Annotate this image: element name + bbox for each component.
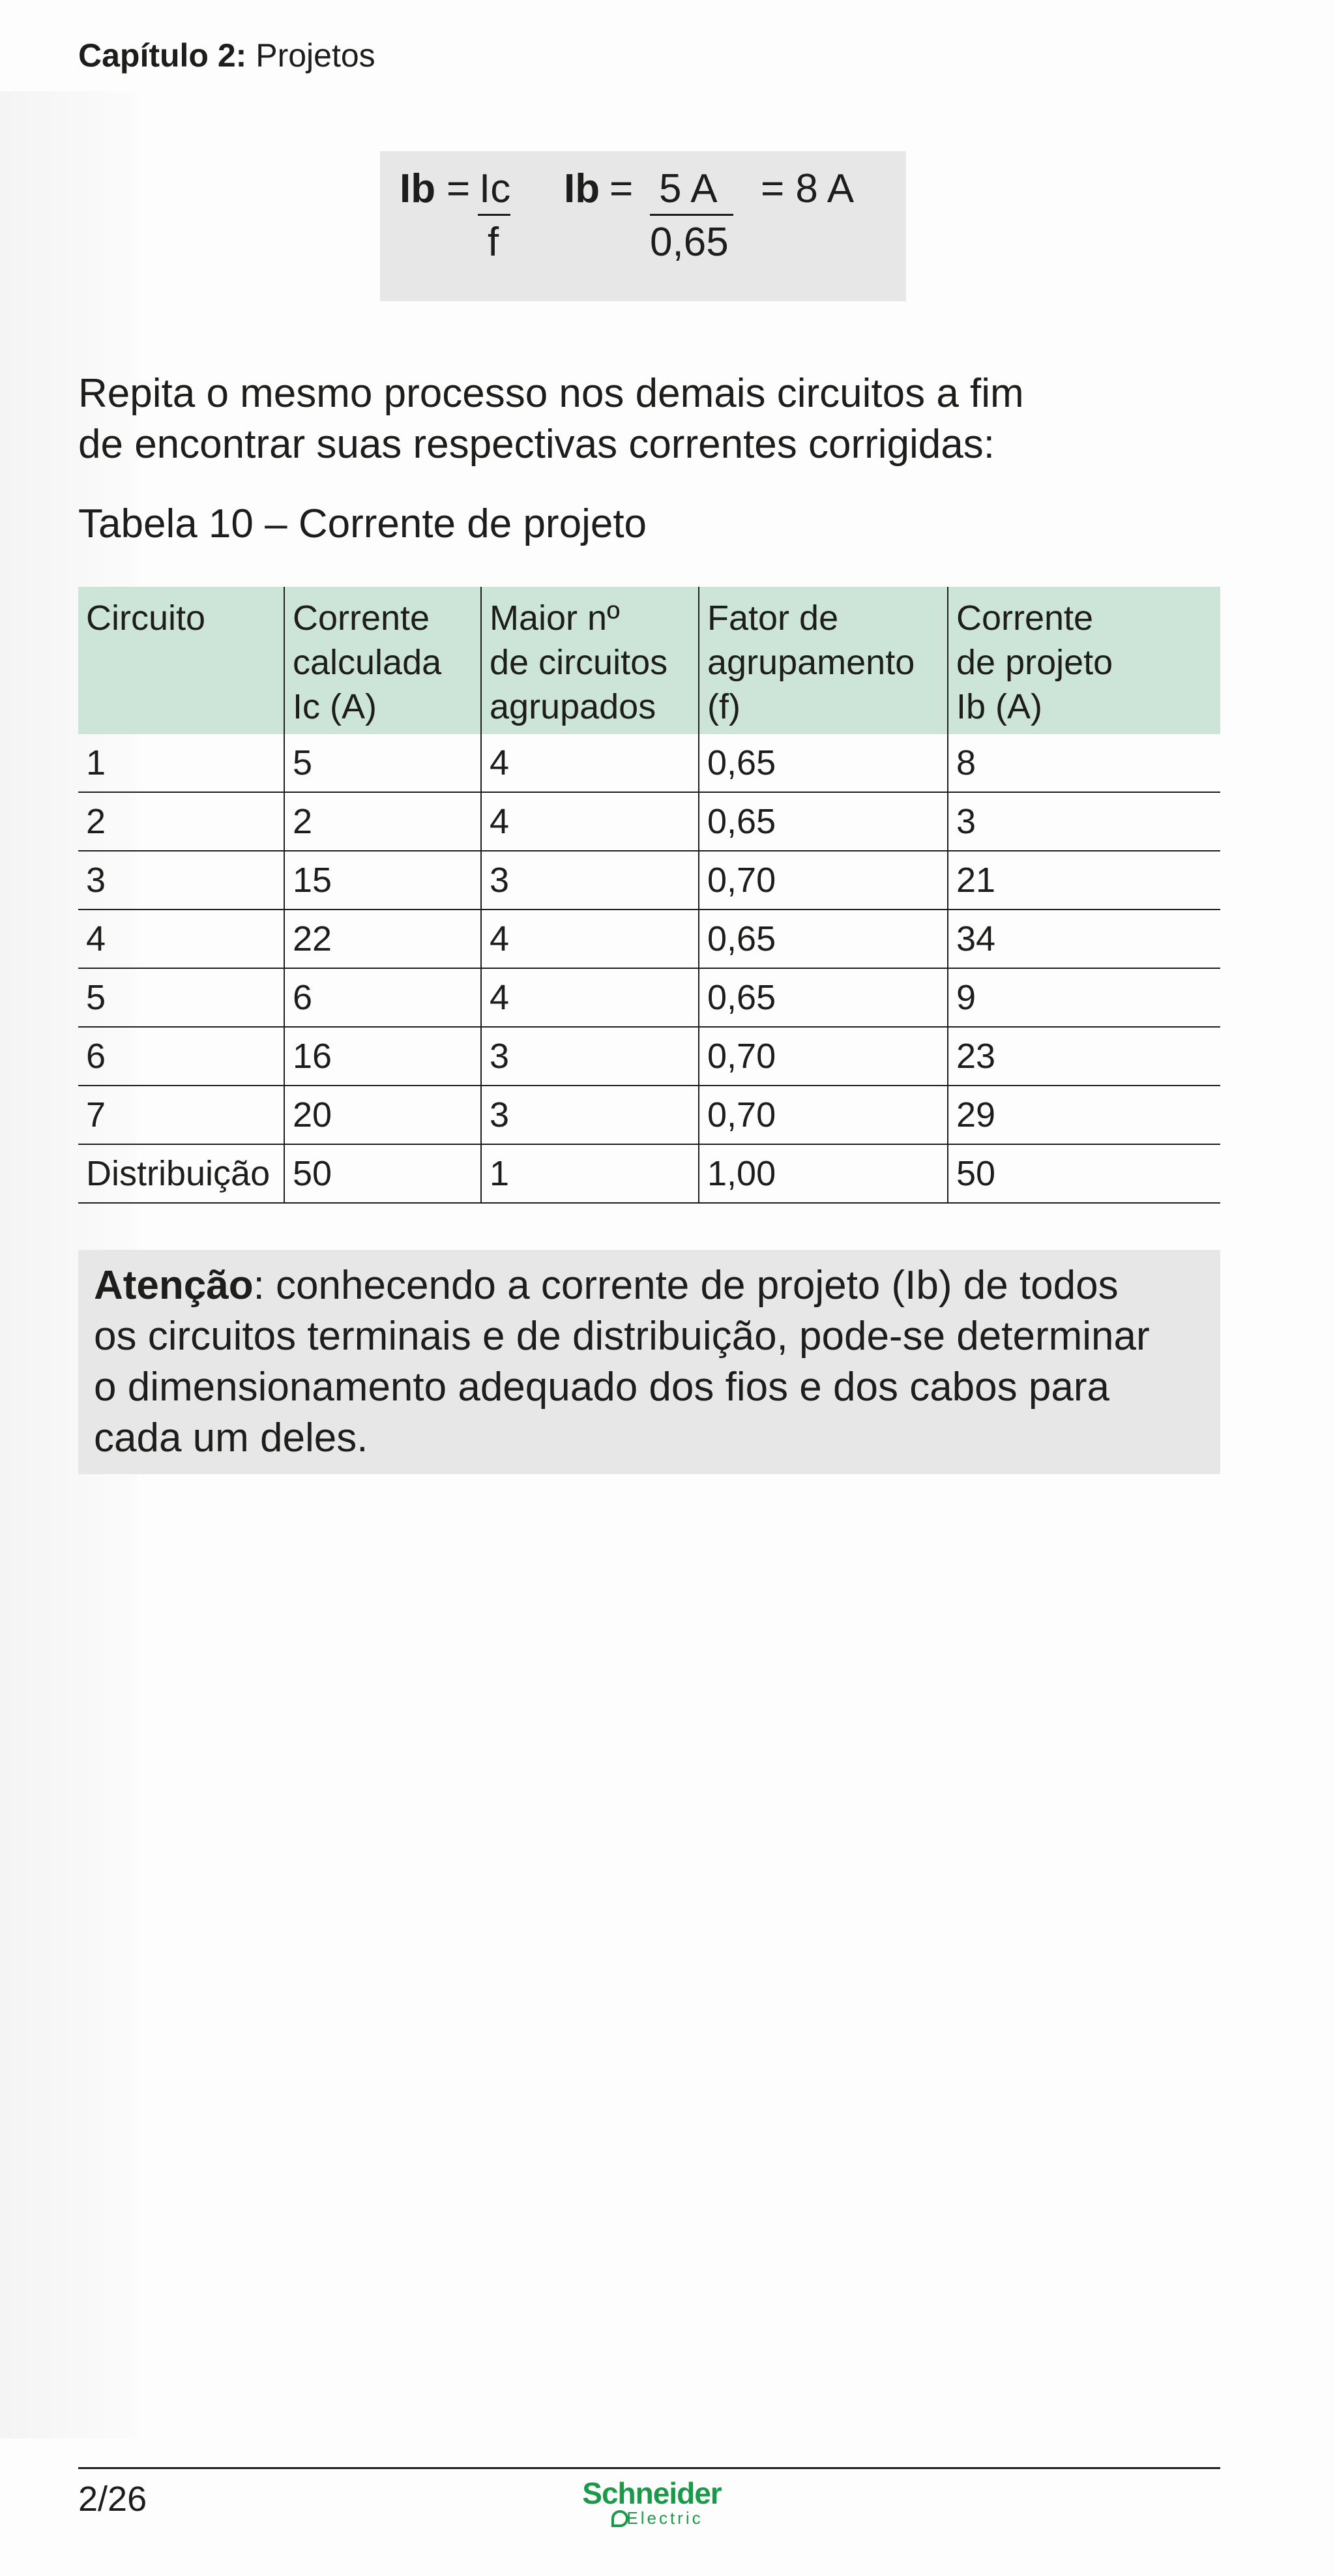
cell-circuito: 7: [78, 1086, 284, 1144]
cell-ib: 50: [948, 1144, 1220, 1203]
design-current-table: [78, 587, 1220, 1204]
cell-agrupados: 3: [481, 1027, 699, 1086]
header-circuito: Circuito: [78, 587, 284, 734]
cell-ib: 23: [948, 1027, 1220, 1086]
table-row: [78, 910, 1220, 968]
table-header-row: [78, 587, 1220, 734]
cell-ib: 29: [948, 1086, 1220, 1144]
cell-ic: 2: [284, 792, 481, 851]
formula-lhs-1: Ib: [400, 166, 436, 211]
schneider-electric-logo: [574, 2478, 730, 2527]
cell-ic: 16: [284, 1027, 481, 1086]
header-fator-agrupamento: Fator de agrupamento (f): [699, 587, 948, 734]
cell-ic: 20: [284, 1086, 481, 1144]
header-corrente-calculada: Corrente calculada Ic (A): [284, 587, 481, 734]
formula-box: [380, 151, 906, 301]
cell-agrupados: 4: [481, 792, 699, 851]
header-maior-numero-circuitos: Maior nº de circuitos agrupados: [481, 587, 699, 734]
logo-leaf-icon: [611, 2510, 628, 2527]
logo-subword: Electric: [626, 2508, 703, 2528]
cell-circuito: 6: [78, 1027, 284, 1086]
paragraph-line: de encontrar suas respectivas correntes corrigidas:: [78, 422, 995, 467]
body-paragraph: [78, 368, 1134, 470]
cell-circuito: 3: [78, 851, 284, 910]
cell-ib: 8: [948, 734, 1220, 792]
cell-ib: 21: [948, 851, 1220, 910]
note-line: os circuitos terminais e de distribuição, pode-se determinar: [94, 1314, 1150, 1359]
attention-note: [78, 1250, 1220, 1474]
formula-lhs-2: Ib: [564, 166, 600, 211]
formula-numerator-1: Ic: [479, 166, 511, 211]
fraction-bar-1: [478, 214, 510, 216]
cell-fator: 0,70: [699, 1027, 948, 1086]
formula-eq-2: =: [609, 166, 634, 211]
header-corrente-projeto: Corrente de projeto Ib (A): [948, 587, 1220, 734]
cell-ic: 50: [284, 1144, 481, 1203]
table-row: [78, 1086, 1220, 1144]
cell-fator: 1,00: [699, 1144, 948, 1203]
cell-circuito: 5: [78, 968, 284, 1027]
cell-ic: 5: [284, 734, 481, 792]
formula-denominator-2: 0,65: [650, 220, 729, 265]
cell-circuito: Distribuição: [78, 1144, 284, 1203]
formula-numerator-2: 5 A: [659, 166, 718, 211]
formula-result: = 8 A: [761, 166, 855, 211]
cell-ib: 9: [948, 968, 1220, 1027]
formula-eq-1: =: [447, 166, 471, 211]
note-line: cada um deles.: [94, 1415, 368, 1460]
cell-circuito: 1: [78, 734, 284, 792]
cell-ic: 22: [284, 910, 481, 968]
cell-fator: 0,65: [699, 910, 948, 968]
formula-denominator-1: f: [488, 220, 499, 265]
cell-fator: 0,65: [699, 734, 948, 792]
cell-agrupados: 4: [481, 910, 699, 968]
cell-fator: 0,70: [699, 851, 948, 910]
running-header: [78, 37, 375, 74]
cell-ic: 15: [284, 851, 481, 910]
fraction-bar-2: [650, 214, 733, 216]
table-row: [78, 792, 1220, 851]
cell-circuito: 4: [78, 910, 284, 968]
cell-fator: 0,65: [699, 968, 948, 1027]
table-row: [78, 968, 1220, 1027]
chapter-title: Projetos: [256, 37, 375, 74]
table-caption: Tabela 10 – Corrente de projeto: [78, 501, 647, 546]
cell-fator: 0,65: [699, 792, 948, 851]
table-row: [78, 1027, 1220, 1086]
cell-circuito: 2: [78, 792, 284, 851]
cell-fator: 0,70: [699, 1086, 948, 1144]
logo-wordmark: Schneider: [582, 2476, 722, 2510]
cell-agrupados: 4: [481, 968, 699, 1027]
note-text: [94, 1260, 1209, 1464]
cell-agrupados: 1: [481, 1144, 699, 1203]
paragraph-line: Repita o mesmo processo nos demais circuitos a fim: [78, 371, 1024, 416]
cell-agrupados: 3: [481, 1086, 699, 1144]
cell-ib: 34: [948, 910, 1220, 968]
cell-agrupados: 4: [481, 734, 699, 792]
cell-agrupados: 3: [481, 851, 699, 910]
note-line: : conhecendo a corrente de projeto (Ib) de todos: [253, 1263, 1119, 1308]
page-number: 2/26: [78, 2480, 147, 2519]
footer-rule: [78, 2467, 1220, 2469]
note-line: o dimensionamento adequado dos fios e dos cabos para: [94, 1365, 1109, 1410]
cell-ic: 6: [284, 968, 481, 1027]
table-row: [78, 734, 1220, 792]
note-bold-label: Atenção: [94, 1263, 254, 1308]
table-row: [78, 851, 1220, 910]
cell-ib: 3: [948, 792, 1220, 851]
table-row: [78, 1144, 1220, 1203]
chapter-label: Capítulo 2:: [78, 37, 247, 74]
